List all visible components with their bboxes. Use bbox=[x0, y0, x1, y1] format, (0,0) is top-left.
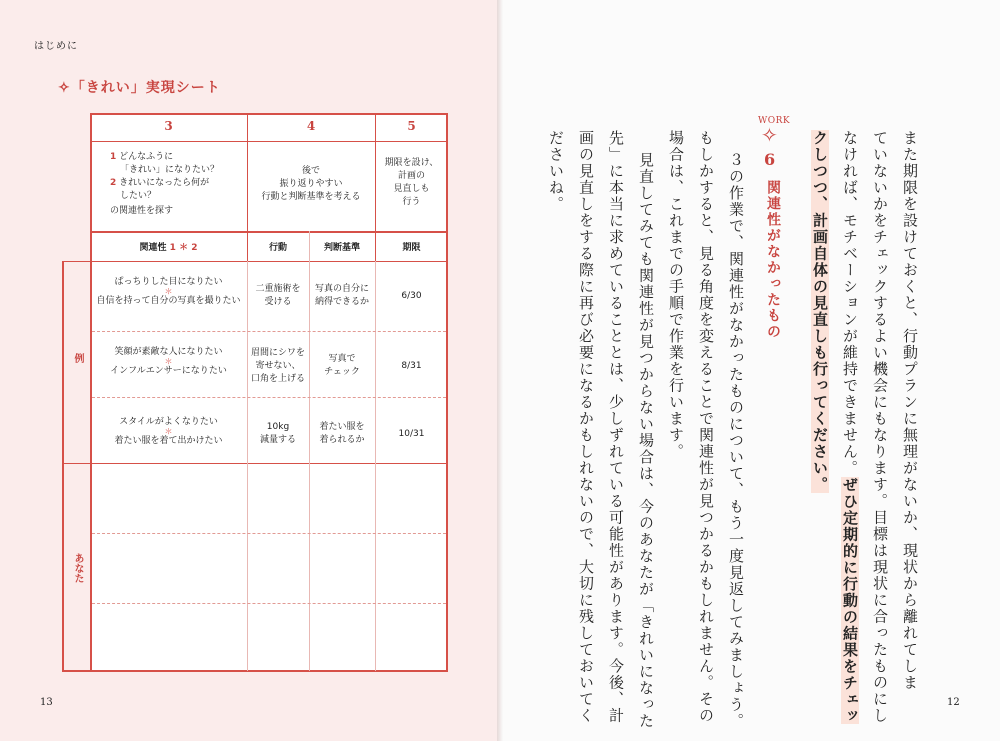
realization-sheet bbox=[62, 113, 448, 672]
side-label-example: 例 bbox=[72, 353, 83, 363]
row-deadline: 8/31 bbox=[401, 361, 422, 371]
col-number-3: 3 bbox=[164, 119, 173, 133]
text-column: 見直してみても関連性が見つからない場合は、今のあなたが「きれいになった bbox=[637, 152, 655, 730]
header-deadline: 期限 bbox=[402, 243, 421, 253]
page-number: 13 bbox=[40, 697, 53, 708]
table-row: 笑顔が素敵な人になりたい ＊ インフルエンサーになりたい bbox=[110, 347, 227, 376]
col5-description: 期限を設け、 計画の 見直しも 行う bbox=[384, 158, 439, 207]
running-head: はじめに bbox=[34, 41, 78, 52]
row-action: 二重施術を 受ける bbox=[255, 284, 301, 307]
col-number-5: 5 bbox=[407, 119, 416, 133]
left-page bbox=[0, 0, 497, 741]
row-criteria: 着たい服を 着られるか bbox=[319, 422, 365, 445]
row-action: 10kg 減量する bbox=[259, 422, 296, 445]
work-title: 関連性がなかったもの bbox=[765, 180, 781, 340]
row-action: 眉間にシワを 寄せない、 口角を上げる bbox=[250, 348, 305, 384]
table-row: スタイルがよくなりたい ＊ 着たい服を着て出かけたい bbox=[114, 417, 223, 446]
relevance-questions: 1 どんなふうに 「きれい」になりたい？ 2 きれいになったら何が したい？ の関連性を探す bbox=[110, 152, 220, 216]
text-column: また期限を設けておくと、行動プランに無理がないか、現状から離れてしま bbox=[901, 130, 919, 691]
header-criteria: 判断基準 bbox=[323, 243, 360, 253]
table-row: ぱっちりした目になりたい ＊ 自信を持って自分の写真を撮りたい bbox=[96, 277, 241, 306]
text-column: なければ、モチベーションが維持できません。ぜひ定期的に行動の結果をチェッ bbox=[841, 130, 859, 724]
header-action: 行動 bbox=[268, 243, 287, 253]
header-relevance: 関連性 1 ＊ 2 bbox=[139, 243, 198, 253]
row-criteria: 写真で チェック bbox=[324, 354, 360, 377]
right-page bbox=[503, 0, 1000, 741]
text-column: ３の作業で、関連性がなかったものについて、もう一度見返してみましょう。 bbox=[727, 152, 745, 730]
row-deadline: 10/31 bbox=[398, 429, 425, 439]
text-column: 先」に本当に求めていることとは、少しずれている可能性があります。今後、計 bbox=[607, 130, 625, 724]
text-column: 画の見直しをする際に再び必要になるかもしれないので、大切に残しておいてく bbox=[577, 130, 595, 724]
sparkle-icon: ✧ bbox=[761, 123, 778, 147]
row-criteria: 写真の自分に 納得できるか bbox=[314, 284, 369, 307]
work-number: 6 bbox=[764, 150, 776, 169]
page-number: 12 bbox=[947, 697, 960, 708]
text-column: もしかすると、見る角度を変えることで関連性が見つかるかもしれません。その bbox=[697, 130, 715, 724]
text-column: ていないかをチェックするよい機会にもなります。目標は現状に合ったものにし bbox=[871, 130, 889, 724]
text-column: クしつつ、計画自体の見直しも行ってください。 bbox=[811, 130, 829, 493]
text-column: 場合は、これまでの手順で作業を行います。 bbox=[667, 130, 685, 460]
sheet-title: ✧「きれい」実現シート bbox=[58, 80, 221, 96]
row-deadline: 6/30 bbox=[401, 291, 422, 301]
side-label-you: あなた bbox=[72, 553, 83, 583]
col-number-4: 4 bbox=[306, 119, 316, 133]
text-column: ださいね。 bbox=[547, 130, 565, 213]
emphasis: ぜひ定期的に行動の結果をチェッ bbox=[841, 476, 859, 724]
col4-description: 後で 振り返りやすい 行動と判断基準を考える bbox=[261, 166, 361, 202]
work-label: WORK bbox=[758, 116, 791, 126]
